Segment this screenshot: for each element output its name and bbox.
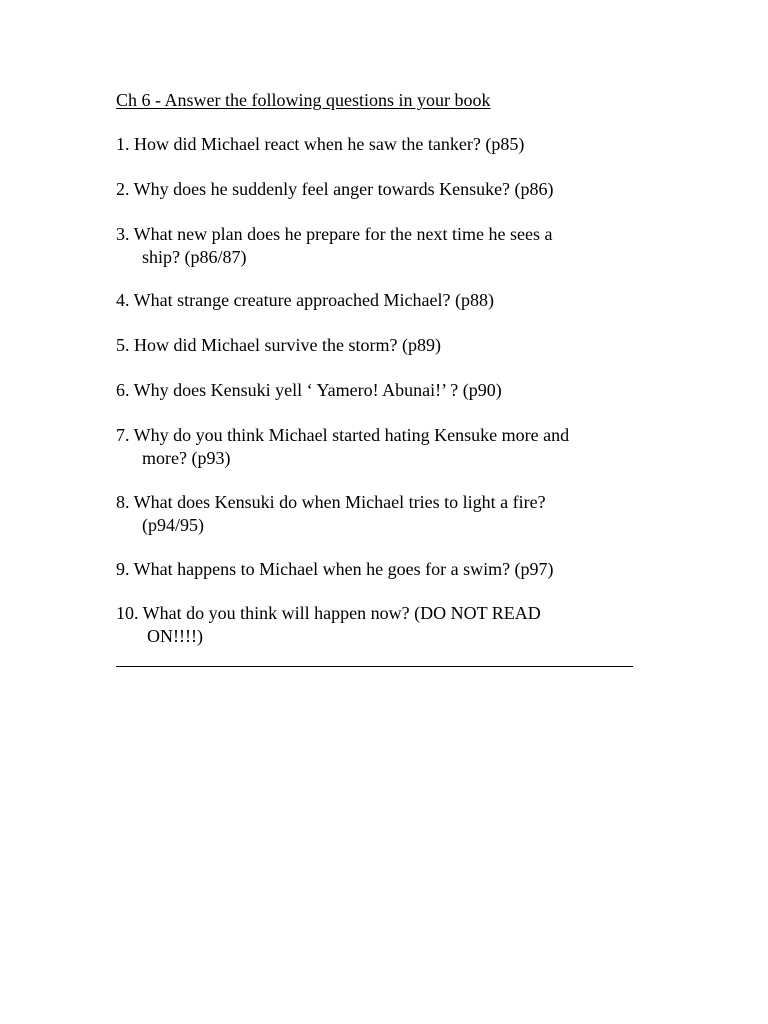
question-9 (116, 558, 656, 581)
question-10-continuation: ON!!!!) (147, 625, 203, 646)
question-8 (116, 491, 656, 536)
question-8-continuation: (p94/95) (142, 514, 204, 535)
question-10 (116, 602, 656, 647)
question-5-text: 5. How did Michael survive the storm? (p89) (116, 335, 441, 355)
question-7 (116, 424, 656, 469)
question-2-text: 2. Why does he suddenly feel anger towards Kensuke? (p86) (116, 179, 554, 199)
question-3-continuation: ship? (p86/87) (142, 246, 247, 267)
question-6 (116, 379, 656, 402)
question-10-text: 10. What do you think will happen now? (DO NOT READ (116, 603, 541, 623)
question-3-text: 3. What new plan does he prepare for the next time he sees a (116, 224, 553, 244)
question-5 (116, 334, 656, 357)
question-7-text: 7. Why do you think Michael started hating Kensuke more and (116, 425, 570, 445)
question-4 (116, 289, 656, 312)
question-2 (116, 178, 656, 201)
answer-line (116, 666, 633, 667)
worksheet-heading: Ch 6 - Answer the following questions in your book (116, 90, 491, 110)
question-9-text: 9. What happens to Michael when he goes for a swim? (p97) (116, 559, 554, 579)
question-3 (116, 223, 656, 268)
question-1-text: 1. How did Michael react when he saw the tanker? (p85) (116, 134, 525, 154)
question-4-text: 4. What strange creature approached Michael? (p88) (116, 290, 494, 310)
question-6-text: 6. Why does Kensuki yell ‘ Yamero! Abunai!’ ? (p90) (116, 380, 502, 400)
question-1 (116, 133, 656, 156)
question-7-continuation: more? (p93) (142, 447, 231, 468)
question-8-text: 8. What does Kensuki do when Michael tries to light a fire? (116, 492, 546, 512)
